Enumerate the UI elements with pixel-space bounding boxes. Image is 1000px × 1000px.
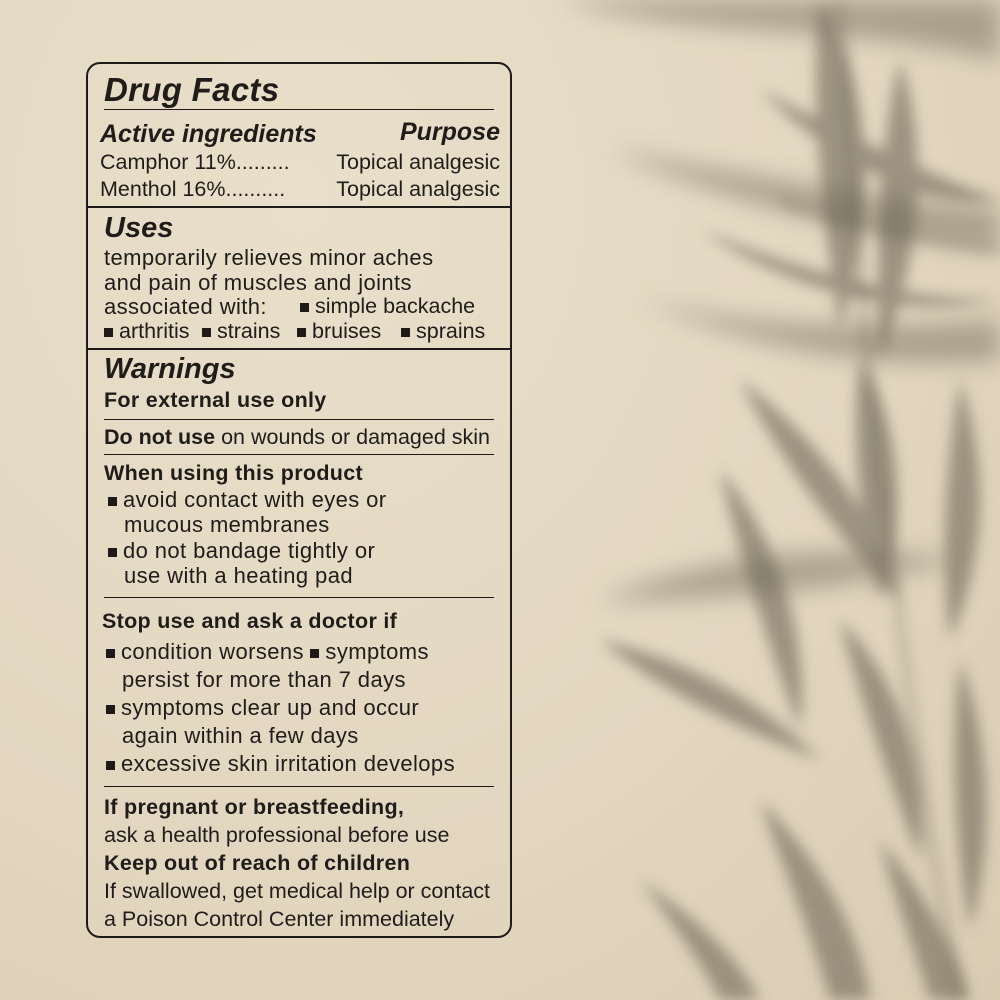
purpose-camphor: Topical analgesic [336, 150, 500, 174]
drug-facts-title: Drug Facts [104, 71, 280, 108]
bullet-icon [106, 761, 115, 770]
active-ingredients-heading: Active ingredients [100, 120, 317, 148]
uses-bullet: bruises [297, 321, 381, 343]
uses-bullet: sprains [401, 321, 485, 343]
drug-facts-panel [86, 62, 512, 938]
warnings-heading: Warnings [104, 353, 236, 385]
bullet-icon [401, 328, 410, 337]
purpose-menthol: Topical analgesic [336, 177, 500, 201]
purpose-heading: Purpose [399, 118, 500, 146]
uses-line: and pain of muscles and joints [104, 270, 412, 295]
bullet-icon [108, 548, 117, 557]
when-using-heading: When using this product [104, 461, 363, 485]
stop-use-item: condition worsens symptoms [106, 641, 429, 663]
ingredient-camphor: Camphor 11%......... [100, 150, 290, 174]
warnings-divider [104, 786, 494, 787]
uses-line: temporarily relieves minor aches [104, 245, 434, 270]
uses-bullet: strains [202, 321, 280, 343]
when-using-item: avoid contact with eyes or [108, 489, 387, 511]
warnings-divider [104, 454, 494, 455]
stop-use-heading: Stop use and ask a doctor if [102, 609, 398, 633]
warnings-divider [104, 419, 494, 420]
children-text: If swallowed, get medical help or contact [104, 879, 491, 903]
uses-bullet: simple backache [300, 296, 475, 318]
uses-line: associated with: [104, 294, 267, 319]
when-using-item-cont: mucous membranes [124, 512, 330, 537]
bullet-icon [106, 649, 115, 658]
bullet-icon [202, 328, 211, 337]
bullet-icon [300, 303, 309, 312]
bullet-icon [108, 497, 117, 506]
pregnant-heading: If pregnant or breastfeeding, [104, 795, 405, 819]
when-using-item: do not bandage tightly or [108, 540, 375, 562]
title-divider [104, 109, 494, 110]
section-divider [88, 348, 510, 350]
stop-use-item-cont: again within a few days [122, 723, 359, 748]
bullet-icon [310, 649, 319, 658]
section-divider [88, 206, 510, 208]
when-using-item-cont: use with a heating pad [124, 563, 353, 588]
pregnant-text: ask a health professional before use [104, 823, 450, 847]
do-not-use-text: Do not use on wounds or damaged skin [104, 425, 490, 449]
bullet-icon [297, 328, 306, 337]
warnings-divider [104, 597, 494, 598]
bullet-icon [106, 705, 115, 714]
children-heading: Keep out of reach of children [104, 851, 411, 875]
stop-use-item: symptoms clear up and occur [106, 697, 419, 719]
bullet-icon [104, 328, 113, 337]
stop-use-item: excessive skin irritation develops [106, 753, 455, 775]
external-use-text: For external use only [104, 388, 327, 412]
children-text: a Poison Control Center immediately [104, 907, 455, 931]
ingredient-menthol: Menthol 16%.......... [100, 177, 286, 201]
uses-bullet: arthritis [104, 321, 189, 343]
stop-use-item-cont: persist for more than 7 days [122, 667, 406, 692]
uses-heading: Uses [104, 212, 174, 244]
